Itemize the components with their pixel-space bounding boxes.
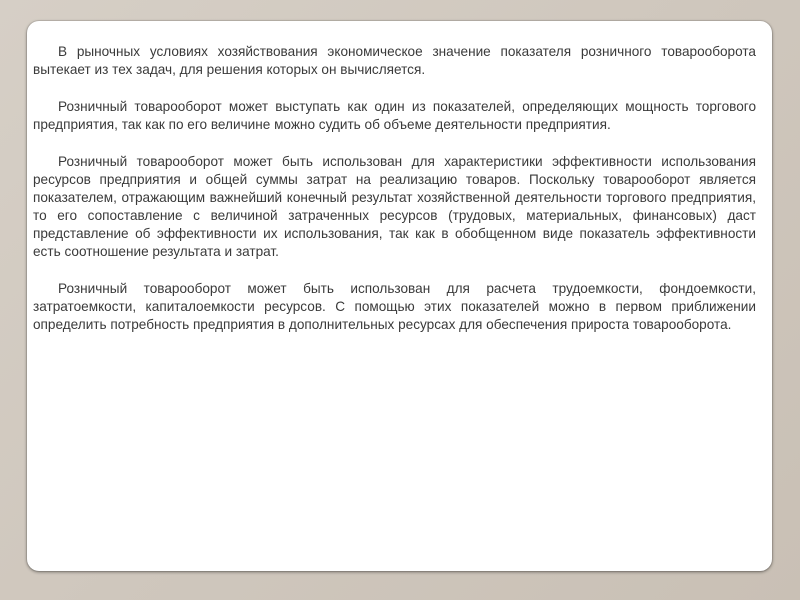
paragraph-4: Розничный товарооборот может быть использован для расчета трудоемкости, фондоемкости, затратоемкости, капиталоемкости ресурсов. С помощью этих показателей можно в первом приближении определить потребность предприятия в дополнительных ресурсах для обеспечения прироста товарооборота. bbox=[33, 281, 756, 332]
paragraph-1: В рыночных условиях хозяйствования экономическое значение показателя розничного товарооборота вытекает из тех задач, для решения которых он вычисляется. bbox=[33, 44, 756, 77]
paragraph-2: Розничный товарооборот может выступать как один из показателей, определяющих мощность торгового предприятия, так как по его величине можно судить об объеме деятельности предприятия. bbox=[33, 99, 756, 132]
slide-card bbox=[27, 21, 772, 571]
paragraph-3: Розничный товарооборот может быть использован для характеристики эффективности использования ресурсов предприятия и общей суммы затрат на реализацию товаров. Поскольку товарооборот является показателем, отражающим важнейший конечный результат хозяйственной деятельности торгового предприятия, то его сопоставление с величиной затраченных ресурсов (трудовых, материальных, финансовых) даст представление об эффективности их использования, так как в обобщенном виде показатель эффективности есть соотношение результата и затрат. bbox=[33, 154, 756, 259]
